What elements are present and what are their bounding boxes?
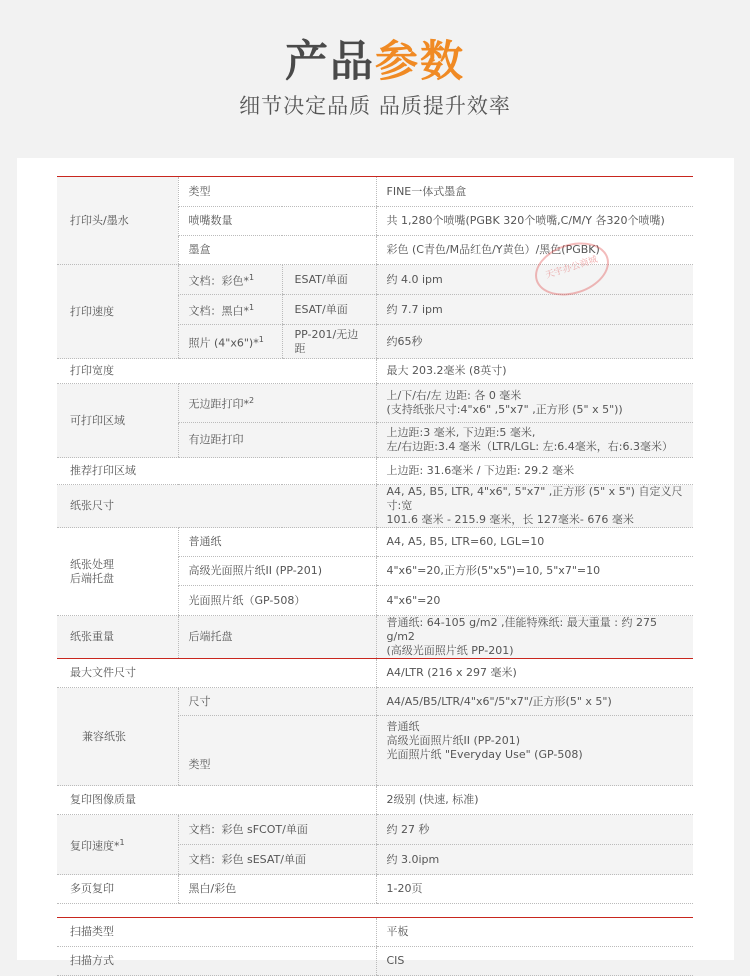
page-title bbox=[0, 28, 750, 89]
paper-size-label: 纸张尺寸 bbox=[57, 485, 376, 528]
value-line: 101.6 毫米 - 215.9 毫米，长 127毫米- 676 毫米 bbox=[386, 513, 634, 526]
scan-method-label: 扫描方式 bbox=[57, 947, 376, 976]
spec-value: 2级别 (快速, 标准) bbox=[376, 786, 693, 815]
value-line: 高级光面照片纸II (PP-201) bbox=[386, 734, 521, 747]
spec-name bbox=[178, 384, 376, 423]
value-line: 上边距:3 毫米, 下边距:5 毫米, bbox=[386, 426, 536, 439]
spec-name bbox=[178, 265, 282, 295]
scan-type-label: 扫描类型 bbox=[57, 918, 376, 947]
spec-name: 尺寸 bbox=[178, 688, 376, 716]
spec-value: 约 27 秒 bbox=[376, 815, 693, 845]
printhead-label: 打印头/墨水 bbox=[57, 177, 178, 265]
title-part-2: 参数 bbox=[375, 37, 465, 87]
spec-name bbox=[178, 295, 282, 325]
page-header bbox=[0, 0, 750, 146]
recommended-label: 推荐打印区域 bbox=[57, 458, 376, 485]
speed-row-name: 文档：黑白* bbox=[188, 304, 249, 318]
page-subtitle: 细节决定品质 品质提升效率 bbox=[239, 94, 511, 118]
spec-value bbox=[376, 716, 693, 786]
spec-value bbox=[376, 423, 693, 458]
spec-table-copy bbox=[57, 658, 693, 904]
max-doc-label: 最大文件尺寸 bbox=[57, 659, 376, 688]
value-line: 上/下/右/左 边距: 各 0 毫米 bbox=[386, 389, 522, 402]
spec-value: 上边距: 31.6毫米 / 下边距: 29.2 毫米 bbox=[376, 458, 693, 485]
spec-value: 约 3.0ipm bbox=[376, 845, 693, 875]
area-label: 可打印区域 bbox=[57, 384, 178, 458]
spec-table-scan bbox=[57, 917, 693, 976]
spec-value: 平板 bbox=[376, 918, 693, 947]
spec-name: 高级光面照片纸II (PP-201) bbox=[178, 557, 376, 586]
footnote-mark: 1 bbox=[119, 837, 125, 847]
spec-name: 光面照片纸（GP-508） bbox=[178, 586, 376, 616]
footnote-mark: 1 bbox=[258, 334, 264, 344]
compatible-label: 兼容纸张 bbox=[57, 688, 178, 786]
value-line: A4, A5, B5, LTR, 4"x6", 5"x7" ,正方形 (5" x 5") 自定义尺寸:宽 bbox=[386, 485, 683, 512]
spec-mode: ESAT/单面 bbox=[282, 265, 376, 295]
spec-value: 约 7.7 ipm bbox=[376, 295, 693, 325]
spec-value: 约 4.0 ipm bbox=[376, 265, 693, 295]
spec-value: 4"x6"=20 bbox=[376, 586, 693, 616]
speed-row-name: 文档：彩色* bbox=[188, 274, 249, 288]
footnote-mark: 1 bbox=[249, 272, 255, 282]
spec-name: 类型 bbox=[178, 716, 376, 786]
spec-mode: ESAT/单面 bbox=[282, 295, 376, 325]
multi-copy-label: 多页复印 bbox=[57, 875, 178, 904]
speed-row-name: 照片 (4"x6")* bbox=[188, 336, 259, 350]
value-line: 左/右边距:3.4 毫米（LTR/LGL: 左:6.4毫米，右:6.3毫米） bbox=[386, 440, 673, 453]
spec-name: 类型 bbox=[178, 177, 376, 207]
area-row-name: 无边距打印* bbox=[188, 397, 249, 411]
spec-value: A4/LTR (216 x 297 毫米) bbox=[376, 659, 693, 688]
handling-label bbox=[57, 528, 178, 616]
spec-value: FINE一体式墨盒 bbox=[376, 177, 693, 207]
spec-name: 喷嘴数量 bbox=[178, 207, 376, 236]
spec-value: 约65秒 bbox=[376, 325, 693, 359]
spec-value bbox=[376, 384, 693, 423]
weight-label: 纸张重量 bbox=[57, 616, 178, 659]
title-part-1: 产品 bbox=[285, 37, 375, 87]
copy-speed-text: 复印速度* bbox=[70, 839, 120, 853]
spec-value: 共 1,280个喷嘴(PGBK 320个喷嘴,C/M/Y 各320个喷嘴) bbox=[376, 207, 693, 236]
label-line: 纸张处理 bbox=[70, 557, 114, 571]
value-line: 普通纸: 64-105 g/m2 ,佳能特殊纸: 最大重量 : 约 275 g/m2 bbox=[386, 616, 657, 643]
footnote-mark: 1 bbox=[249, 302, 255, 312]
spec-name: 普通纸 bbox=[178, 528, 376, 557]
spec-name: 黑白/彩色 bbox=[178, 875, 376, 904]
spec-value: CIS bbox=[376, 947, 693, 976]
value-line: (支持纸张尺寸:4"x6" ,5"x7" ,正方形 (5" x 5")) bbox=[386, 403, 623, 416]
copy-quality-label: 复印图像质量 bbox=[57, 786, 376, 815]
spec-name: 有边距打印 bbox=[178, 423, 376, 458]
spec-value: 4"x6"=20,正方形(5"x5")=10, 5"x7"=10 bbox=[376, 557, 693, 586]
speed-label: 打印速度 bbox=[57, 265, 178, 359]
spec-name: 文档：彩色 sFCOT/单面 bbox=[178, 815, 376, 845]
spec-mode: PP-201/无边距 bbox=[282, 325, 376, 359]
spec-value: A4/A5/B5/LTR/4"x6"/5"x7"/正方形(5" x 5") bbox=[376, 688, 693, 716]
spec-value: A4, A5, B5, LTR=60, LGL=10 bbox=[376, 528, 693, 557]
value-line: 普通纸 bbox=[386, 720, 420, 733]
watermark-stamp: 天宇办公商城 bbox=[528, 233, 616, 304]
copy-speed-label bbox=[57, 815, 178, 875]
spec-value: 最大 203.2毫米 (8英寸) bbox=[376, 359, 693, 384]
width-label: 打印宽度 bbox=[57, 359, 376, 384]
spec-name: 后端托盘 bbox=[178, 616, 376, 659]
spec-name: 墨盒 bbox=[178, 236, 376, 265]
value-line: 光面照片纸 "Everyday Use" (GP-508) bbox=[386, 748, 583, 761]
spec-name: 文档：彩色 sESAT/单面 bbox=[178, 845, 376, 875]
footnote-mark: 2 bbox=[249, 396, 255, 406]
spec-value bbox=[376, 485, 693, 528]
spec-value: 1-20页 bbox=[376, 875, 693, 904]
spec-name bbox=[178, 325, 282, 359]
value-line: (高级光面照片纸 PP-201) bbox=[386, 644, 514, 657]
label-line: 后端托盘 bbox=[70, 571, 114, 585]
spec-value: 彩色 (C青色/M品红色/Y黄色）/黑色(PGBK) bbox=[376, 236, 693, 265]
spec-value bbox=[376, 616, 693, 659]
